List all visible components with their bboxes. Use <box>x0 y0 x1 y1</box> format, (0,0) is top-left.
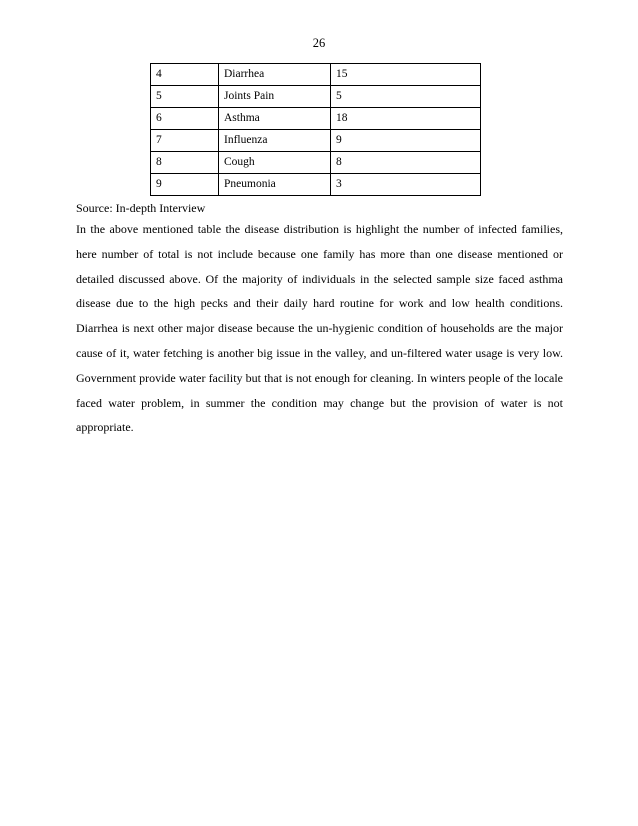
table-cell-count: 18 <box>331 108 481 130</box>
table-cell-disease: Diarrhea <box>219 64 331 86</box>
table-row <box>151 108 481 130</box>
table-source-caption: Source: In-depth Interview <box>76 201 206 215</box>
table-cell-number: 5 <box>151 86 219 108</box>
disease-distribution-table <box>150 63 481 196</box>
table-cell-number: 4 <box>151 64 219 86</box>
table-cell-count: 9 <box>331 130 481 152</box>
table-row <box>151 152 481 174</box>
table-cell-number: 6 <box>151 108 219 130</box>
table-row <box>151 174 481 196</box>
table-cell-number: 7 <box>151 130 219 152</box>
table-cell-number: 8 <box>151 152 219 174</box>
table-cell-disease: Influenza <box>219 130 331 152</box>
table-cell-disease: Pneumonia <box>219 174 331 196</box>
body-paragraph: In the above mentioned table the disease distribution is highlight the number of infected families, here number of total is not include because one family has more than one disease mentioned or detailed discussed above. Of the majority of individuals in the selected sample size faced asthma disease due to the high pecks and their daily hard routine for work and low health conditions. Diarrhea is next other major disease because the un-hygienic condition of households are the major cause of it, water fetching is another big issue in the valley, and un-filtered water usage is very low. Government provide water facility but that is not enough for cleaning. In winters people of the locale faced water problem, in summer the condition may change but the provision of water is not appropriate. <box>76 222 563 435</box>
table-row <box>151 86 481 108</box>
table-cell-number: 9 <box>151 174 219 196</box>
table-cell-disease: Asthma <box>219 108 331 130</box>
table-cell-count: 5 <box>331 86 481 108</box>
table-cell-count: 8 <box>331 152 481 174</box>
page-number: 26 <box>312 36 326 50</box>
table-cell-disease: Cough <box>219 152 331 174</box>
table-cell-count: 15 <box>331 64 481 86</box>
table-row <box>151 64 481 86</box>
table-cell-disease: Joints Pain <box>219 86 331 108</box>
table-cell-count: 3 <box>331 174 481 196</box>
table-row <box>151 130 481 152</box>
